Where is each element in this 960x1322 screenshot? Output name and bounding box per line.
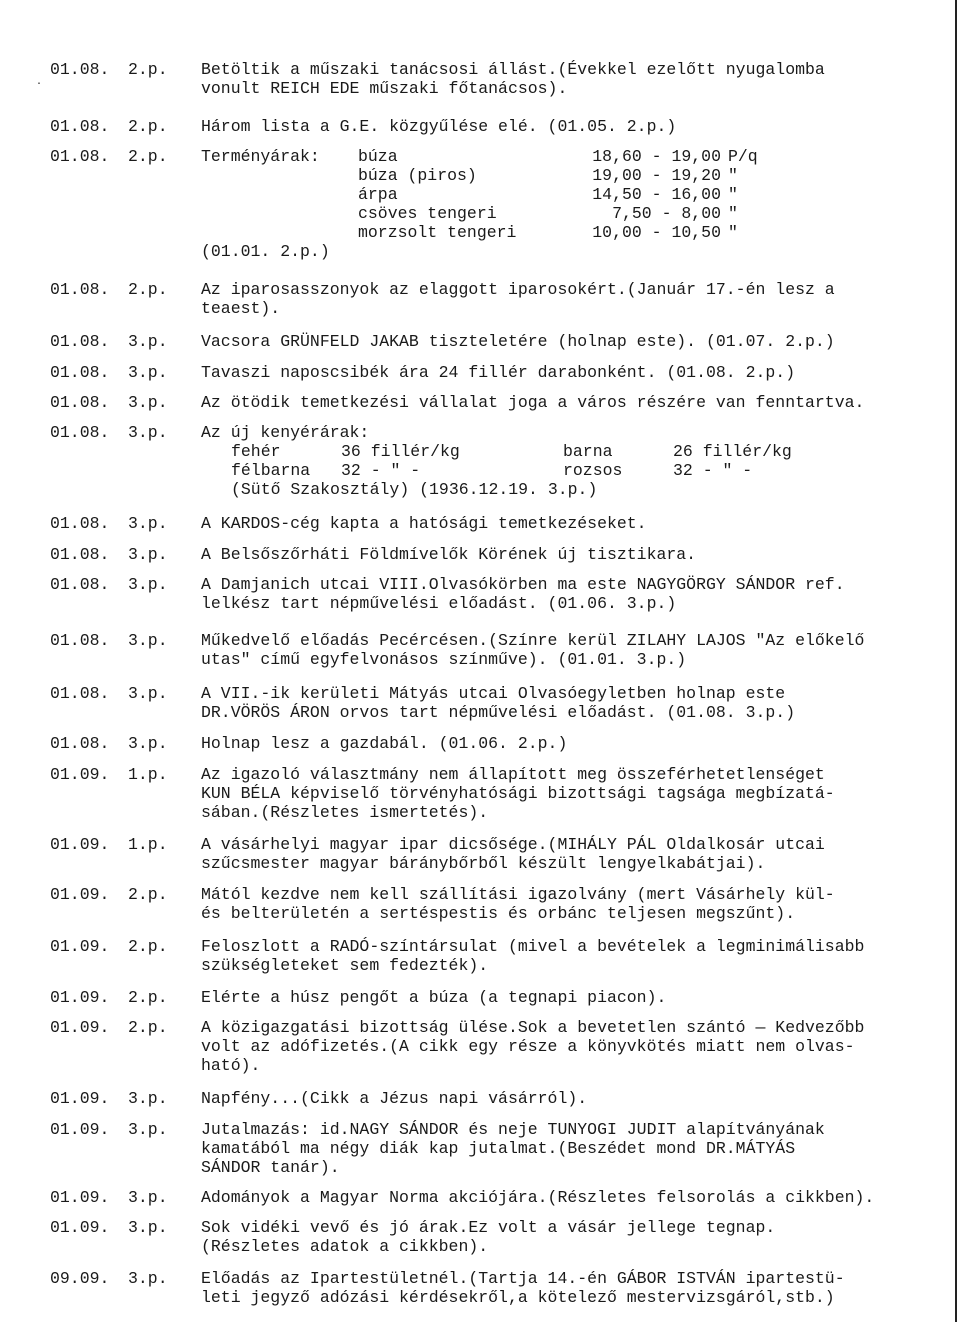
commodity-name: csöves tengeri [358, 204, 497, 223]
entry-text [201, 117, 946, 136]
entry-text-line: ható). [201, 1056, 261, 1075]
entry-text [201, 885, 946, 923]
entry-date: 01.08. [50, 545, 110, 564]
entry-text-line: Napfény...(Cikk a Jézus napi vásárról). [201, 1089, 588, 1108]
entry-page: 3.p. [128, 734, 168, 753]
entry-page: 1.p. [128, 765, 168, 784]
entry-date: 01.09. [50, 1188, 110, 1207]
entry-text-line: A KARDOS-cég kapta a hatósági temetkezéseket. [201, 514, 647, 533]
bread-price: 36 fillér/kg [341, 442, 460, 461]
price-range: 19,00 - 19,20 [592, 166, 721, 185]
entry-text-line: Holnap lesz a gazdabál. (01.06. 2.p.) [201, 734, 568, 753]
commodity-name: morzsolt tengeri [358, 223, 517, 242]
entry-text-line: lelkész tart népművelési előadást. (01.06. 3.p.) [201, 594, 677, 613]
commodity-name: árpa [358, 185, 398, 204]
entry-page: 3.p. [128, 1120, 168, 1139]
entry-text-line: A Damjanich utcai VIII.Olvasókörben ma este NAGYGÖRGY SÁNDOR ref. [201, 575, 845, 594]
price-unit: " [728, 166, 738, 185]
source-reference: (01.01. 2.p.) [201, 242, 330, 261]
entry-text-line: (Részletes adatok a cikkben). [201, 1237, 489, 1256]
entry-page: 3.p. [128, 575, 168, 594]
entry-page: 3.p. [128, 1188, 168, 1207]
price-range: 10,00 - 10,50 [592, 223, 721, 242]
price-unit: " [728, 204, 738, 223]
entry-date: 01.08. [50, 147, 110, 166]
entry-text-line: volt az adófizetés.(A cikk egy része a könyvkötés miatt nem olvas- [201, 1037, 855, 1056]
entry-text [201, 393, 946, 412]
entry-text [201, 1188, 946, 1207]
entry-page: 2.p. [128, 147, 168, 166]
entry-text-line: kamatából ma négy diák kap jutalmat.(Beszédet mond DR.MÁTYÁS [201, 1139, 796, 1158]
entry-date: 01.09. [50, 885, 110, 904]
price-unit: " [728, 185, 738, 204]
bread-price: 32 - " - [673, 461, 753, 480]
entry-date: 01.08. [50, 734, 110, 753]
entry-page: 1.p. [128, 835, 168, 854]
entry-date: 01.08. [50, 393, 110, 412]
entry-text-line: leti jegyző adózási kérdésekről,a kötelező mestervizsgáról,stb.) [201, 1288, 835, 1307]
entry-text [201, 988, 946, 1007]
entry-text-line: Az ötödik temetkezési vállalat joga a város részére van fenntartva. [201, 393, 865, 412]
entry-date: 01.09. [50, 1218, 110, 1237]
bread-table-label: Az új kenyérárak: [201, 423, 370, 442]
entry-text [201, 545, 946, 564]
entry-date: 01.09. [50, 835, 110, 854]
entry-date: 01.08. [50, 423, 110, 442]
entry-page: 2.p. [128, 885, 168, 904]
entry-date: 01.09. [50, 765, 110, 784]
entry-date: 01.09. [50, 937, 110, 956]
price-range: 7,50 - 8,00 [612, 204, 721, 223]
entry-page: 2.p. [128, 937, 168, 956]
entry-text-line: A Belsőszőrháti Földmívelők Körének új tisztikara. [201, 545, 697, 564]
bread-kind: félbarna [231, 461, 311, 480]
entry-text [201, 1120, 946, 1177]
entry-text-line: Elérte a húsz pengőt a búza (a tegnapi piacon). [201, 988, 667, 1007]
entry-text-line: A vásárhelyi magyar ipar dicsősége.(MIHÁLY PÁL Oldalkosár utcai [201, 835, 825, 854]
entry-date: 01.09. [50, 1018, 110, 1037]
entry-text-line: Tavaszi naposcsibék ára 24 fillér darabonként. (01.08. 2.p.) [201, 363, 796, 382]
entry-text [201, 1269, 946, 1307]
entry-text [201, 835, 946, 873]
entry-page: 2.p. [128, 280, 168, 299]
stray-mark: . [36, 77, 43, 88]
entry-text [201, 280, 946, 318]
entry-text-line: KUN BÉLA képviselő törvényhatósági bizottsági tagsága megbízatá- [201, 784, 835, 803]
entry-text-line: szükségleteket sem fedezték). [201, 956, 489, 975]
entry-page: 3.p. [128, 393, 168, 412]
entry-date: 01.08. [50, 117, 110, 136]
entry-text-line: Az iparosasszonyok az elaggott iparosokért.(Január 17.-én lesz a [201, 280, 835, 299]
entry-page: 3.p. [128, 363, 168, 382]
entry-text [201, 363, 946, 382]
entry-text [201, 765, 946, 822]
bread-kind: barna [563, 442, 613, 461]
entry-text-line: Feloszlott a RADÓ-színtársulat (mivel a bevételek a legminimálisabb [201, 937, 865, 956]
entry-date: 01.09. [50, 1120, 110, 1139]
entry-page: 3.p. [128, 1089, 168, 1108]
entry-text [201, 684, 946, 722]
source-reference: (Sütő Szakosztály) (1936.12.19. 3.p.) [231, 480, 598, 499]
price-unit: " [728, 223, 738, 242]
entry-text [201, 514, 946, 533]
bread-kind: fehér [231, 442, 281, 461]
entry-text-line: Három lista a G.E. közgyűlése elé. (01.05. 2.p.) [201, 117, 677, 136]
entry-text-line: SÁNDOR tanár). [201, 1158, 340, 1177]
entry-date: 01.09. [50, 1089, 110, 1108]
entry-text [201, 1218, 946, 1256]
entry-text-line: Az igazoló választmány nem állapított meg összeférhetetlenséget [201, 765, 825, 784]
entry-text-line: Betöltik a műszaki tanácsosi állást.(Évekkel ezelőtt nyugalomba [201, 60, 825, 79]
entry-page: 2.p. [128, 988, 168, 1007]
entry-text-line: szűcsmester magyar báránybőrből készült lengyelkabátjai). [201, 854, 766, 873]
entry-text-line: DR.VÖRÖS ÁRON orvos tart népművelési előadást. (01.08. 3.p.) [201, 703, 796, 722]
entry-text-line: A VII.-ik kerületi Mátyás utcai Olvasóegyletben holnap este [201, 684, 786, 703]
entry-page: 3.p. [128, 684, 168, 703]
commodity-name: búza (piros) [358, 166, 477, 185]
entry-date: 01.08. [50, 60, 110, 79]
entry-date: 01.08. [50, 631, 110, 650]
entry-date: 01.09. [50, 988, 110, 1007]
entry-text [201, 734, 946, 753]
entry-date: 01.08. [50, 332, 110, 351]
price-unit: P/q [728, 147, 758, 166]
entry-text-line: Előadás az Ipartestületnél.(Tartja 14.-én GÁBOR ISTVÁN ipartestü- [201, 1269, 845, 1288]
entry-text-line: és belterületén a sertéspestis és orbánc teljesen megszűnt). [201, 904, 796, 923]
entry-page: 2.p. [128, 60, 168, 79]
entry-text [201, 631, 946, 669]
entry-date: 09.09. [50, 1269, 110, 1288]
entry-date: 01.08. [50, 514, 110, 533]
entry-page: 3.p. [128, 423, 168, 442]
entry-page: 3.p. [128, 1269, 168, 1288]
entry-date: 01.08. [50, 575, 110, 594]
entry-page: 3.p. [128, 1218, 168, 1237]
entry-page: 3.p. [128, 514, 168, 533]
entry-text-line: sában.(Részletes ismertetés). [201, 803, 489, 822]
entry-text-line: Műkedvelő előadás Pecércésen.(Színre kerül ZILAHY LAJOS "Az előkelő [201, 631, 865, 650]
entry-text [201, 575, 946, 613]
price-range: 14,50 - 16,00 [592, 185, 721, 204]
entry-text-line: vonult REICH EDE műszaki főtanácsos). [201, 79, 568, 98]
page-edge-line [955, 0, 957, 1322]
entry-page: 2.p. [128, 117, 168, 136]
entry-text-line: Vacsora GRÜNFELD JAKAB tiszteletére (holnap este). (01.07. 2.p.) [201, 332, 835, 351]
entry-date: 01.08. [50, 363, 110, 382]
entry-text-line: teaest). [201, 299, 281, 318]
price-table-label: Terményárak: [201, 147, 320, 166]
entry-text [201, 60, 946, 98]
entry-page: 2.p. [128, 1018, 168, 1037]
entry-date: 01.08. [50, 684, 110, 703]
entry-text [201, 1018, 946, 1075]
entry-page: 3.p. [128, 545, 168, 564]
entry-text [201, 1089, 946, 1108]
entry-text-line: Sok vidéki vevő és jó árak.Ez volt a vásár jellege tegnap. [201, 1218, 776, 1237]
entry-text-line: Mától kezdve nem kell szállítási igazolvány (mert Vásárhely kül- [201, 885, 835, 904]
entry-text-line: utas" című egyfelvonásos színműve). (01.01. 3.p.) [201, 650, 687, 669]
bread-price: 32 - " - [341, 461, 421, 480]
bread-kind: rozsos [563, 461, 623, 480]
bread-price: 26 fillér/kg [673, 442, 792, 461]
commodity-name: búza [358, 147, 398, 166]
entry-date: 01.08. [50, 280, 110, 299]
entry-text [201, 332, 946, 351]
entry-text-line: Adományok a Magyar Norma akciójára.(Részletes felsorolás a cikkben). [201, 1188, 875, 1207]
entry-text-line: A közigazgatási bizottság ülése.Sok a bevetetlen szántó — Kedvezőbb [201, 1018, 865, 1037]
entry-page: 3.p. [128, 332, 168, 351]
price-range: 18,60 - 19,00 [592, 147, 721, 166]
entry-page: 3.p. [128, 631, 168, 650]
entry-text-line: Jutalmazás: id.NAGY SÁNDOR és neje TUNYOGI JUDIT alapítványának [201, 1120, 825, 1139]
entry-text [201, 937, 946, 975]
